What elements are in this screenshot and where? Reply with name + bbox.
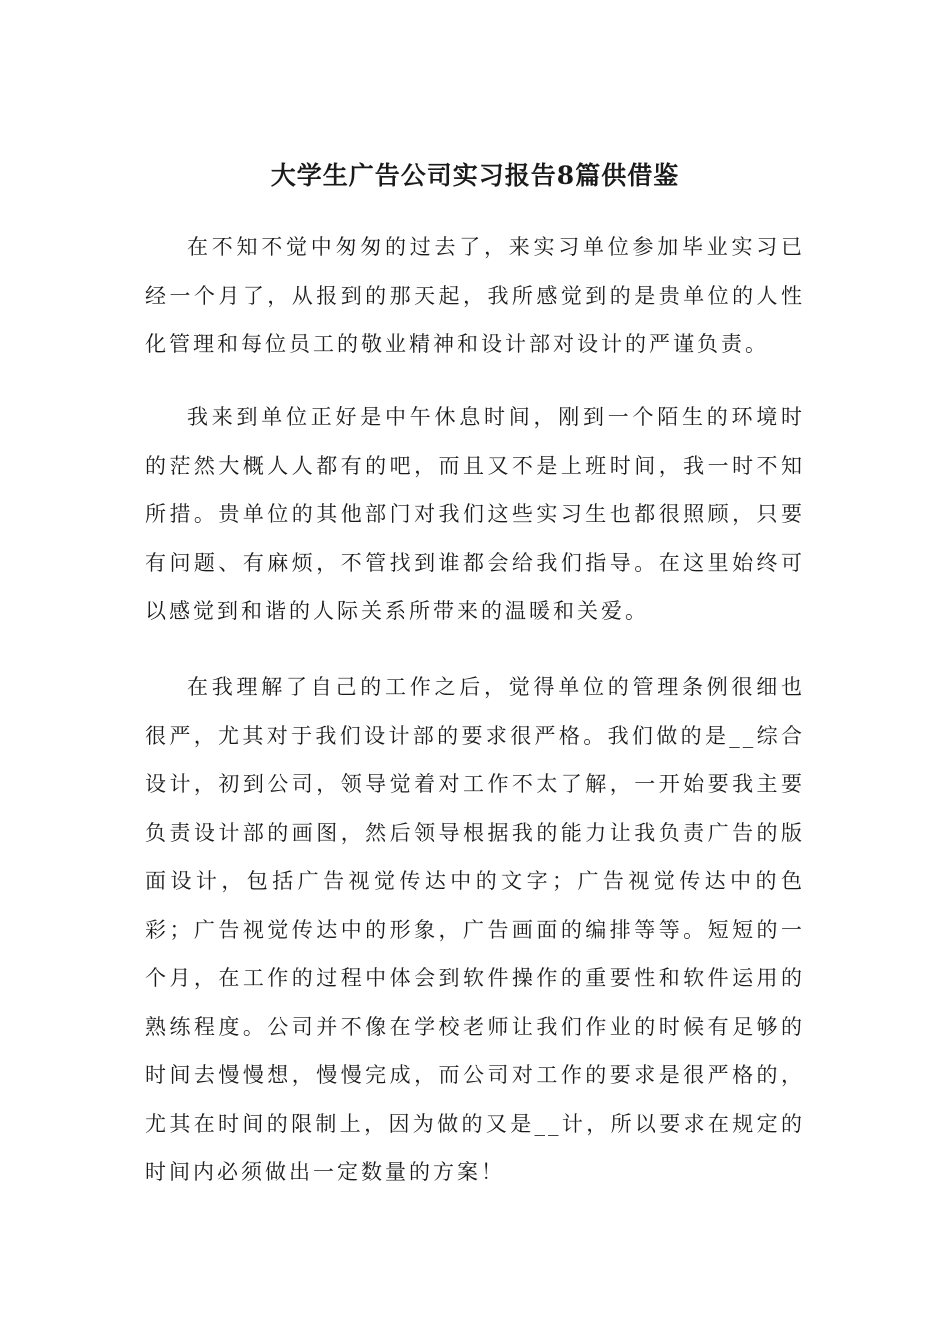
paragraph-2: 我来到单位正好是中午休息时间，刚到一个陌生的环境时的茫然大概人人都有的吧，而且又不是上班时间，我一时不知所措。贵单位的其他部门对我们这些实习生也都很照顾，只要有问题、有麻烦，不管找到谁都会给我们指导。在这里始终可以感觉到和谐的人际关系所带来的温暖和关爱。 [145,405,805,623]
document-title: 大学生广告公司实习报告8篇供借鉴 [270,161,680,190]
paragraph-1: 在不知不觉中匆匆的过去了，来实习单位参加毕业实习已经一个月了，从报到的那天起，我所感觉到的是贵单位的人性化管理和每位员工的敬业精神和设计部对设计的严谨负责。 [145,235,805,356]
paragraph-3: 在我理解了自己的工作之后，觉得单位的管理条例很细也很严，尤其对于我们设计部的要求很严格。我们做的是__综合设计，初到公司，领导觉着对工作不太了解，一开始要我主要负责设计部的画图，然后领导根据我的能力让我负责广告的版面设计，包括广告视觉传达中的文字；广告视觉传达中的色彩；广告视觉传达中的形象，广告画面的编排等等。短短的一个月，在工作的过程中体会到软件操作的重要性和软件运用的熟练程度。公司并不像在学校老师让我们作业的时候有足够的时间去慢慢想，慢慢完成，而公司对工作的要求是很严格的，尤其在时间的限制上，因为做的又是__计，所以要求在规定的时间内必须做出一定数量的方案！ [145,675,805,1184]
